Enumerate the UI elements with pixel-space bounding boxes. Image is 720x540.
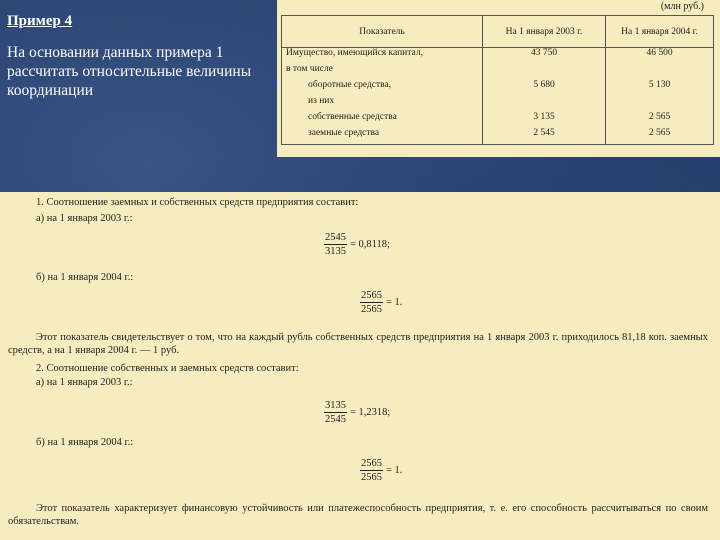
slide-title: Пример 4 xyxy=(7,13,73,29)
fraction-1a-denominator: 3135 xyxy=(325,246,346,257)
fraction-2a-result: = 1,2318; xyxy=(350,407,391,418)
solution-panel xyxy=(0,192,720,540)
fraction-2a xyxy=(324,400,390,425)
data-table xyxy=(281,15,714,145)
fraction-1b-denominator: 2565 xyxy=(361,304,382,315)
value-2003: 2 545 xyxy=(483,128,606,145)
solution-2a-label: а) на 1 января 2003 г.: xyxy=(36,377,133,388)
value-2003 xyxy=(483,96,606,112)
slide-heading xyxy=(7,13,275,100)
header-2003: На 1 января 2003 г. xyxy=(483,16,606,48)
value-2003: 43 750 xyxy=(483,48,606,65)
task-text: На основании данных примера 1 рассчитать относительные величины координации xyxy=(7,44,252,99)
row-label: Имущество, имеющийся капитал, xyxy=(282,48,483,65)
fraction-2b-numerator: 2565 xyxy=(361,458,382,469)
value-2004: 2 565 xyxy=(606,112,714,128)
units-label: (млн руб.) xyxy=(660,1,704,12)
table-row xyxy=(282,80,714,96)
fraction-2b-result: = 1. xyxy=(386,465,403,476)
fraction-2a-numerator: 3135 xyxy=(325,400,346,411)
solution-1a-label: а) на 1 января 2003 г.: xyxy=(36,213,133,224)
table-header-row xyxy=(282,16,714,48)
row-label: в том числе xyxy=(282,64,483,80)
solution-1-conclusion: Этот показатель свидетельствует о том, что на каждый рубль собственных средств предприятия на 1 января 2003 г. приходилось 81,18 коп. заемных средств, а на 1 января 2004 г. — 1 руб. xyxy=(8,332,708,356)
value-2003: 3 135 xyxy=(483,112,606,128)
fraction-1a-numerator: 2545 xyxy=(325,232,346,243)
value-2003: 5 680 xyxy=(483,80,606,96)
solution-2-title: 2. Соотношение собственных и заемных средств составит: xyxy=(36,363,299,374)
value-2004 xyxy=(606,96,714,112)
table-panel xyxy=(277,0,720,157)
table-row xyxy=(282,128,714,145)
value-2003 xyxy=(483,64,606,80)
value-2004: 2 565 xyxy=(606,128,714,145)
row-label: собственные средства xyxy=(282,112,483,128)
fraction-1b-result: = 1. xyxy=(386,297,403,308)
solution-2b-label: б) на 1 января 2004 г.: xyxy=(36,437,134,448)
fraction-1a xyxy=(324,232,390,257)
header-2004: На 1 января 2004 г. xyxy=(606,16,714,48)
table-row xyxy=(282,96,714,112)
fraction-2b xyxy=(360,458,402,483)
value-2004: 5 130 xyxy=(606,80,714,96)
row-label: из них xyxy=(282,96,483,112)
header-indicator: Показатель xyxy=(282,16,483,48)
row-label: оборотные средства, xyxy=(282,80,483,96)
solution-2-conclusion: Этот показатель характеризует финансовую устойчивость или платежеспособность предприятия, т. е. его способность рассчитываться по своим обязательствам. xyxy=(8,503,708,527)
value-2004 xyxy=(606,64,714,80)
table-row xyxy=(282,112,714,128)
fraction-1b xyxy=(360,290,402,315)
fraction-2a-denominator: 2545 xyxy=(325,414,346,425)
value-2004: 46 500 xyxy=(606,48,714,65)
solution-1b-label: б) на 1 января 2004 г.: xyxy=(36,272,134,283)
row-label: заемные средства xyxy=(282,128,483,145)
table-row xyxy=(282,48,714,65)
fraction-1b-numerator: 2565 xyxy=(361,290,382,301)
solution-1-title: 1. Соотношение заемных и собственных средств предприятия составит: xyxy=(36,197,359,208)
table-row xyxy=(282,64,714,80)
fraction-1a-result: = 0,8118; xyxy=(350,239,390,250)
fraction-2b-denominator: 2565 xyxy=(361,472,382,483)
